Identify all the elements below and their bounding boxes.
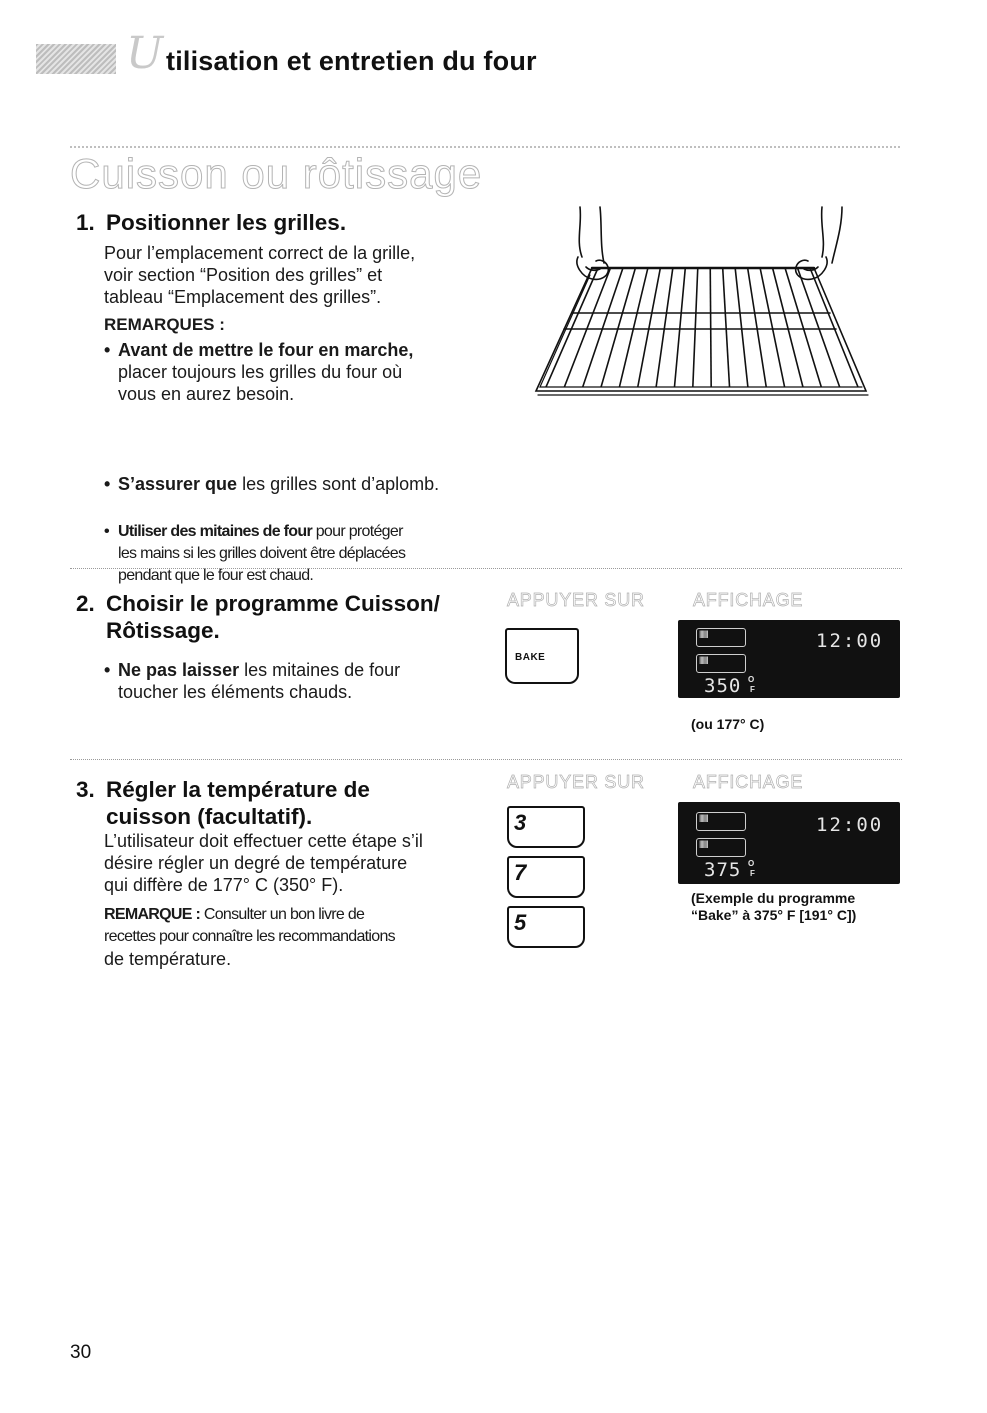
header-ornament	[36, 44, 116, 74]
bullet3-rest: pour protéger	[315, 523, 403, 540]
display-unit-top: O	[748, 859, 755, 868]
step2-caption: (ou 177° C)	[691, 716, 765, 732]
bullet1-line: vous en aurez besoin.	[118, 384, 295, 404]
bullet4-rest: les mitaines de four	[244, 660, 401, 680]
step2-title-line2: Rôtissage.	[106, 618, 220, 643]
step2-press-label: APPUYER SUR	[507, 590, 645, 610]
key-7[interactable]	[507, 856, 585, 898]
bullet2-bold: S’assurer que	[118, 474, 238, 494]
display-indicator-box: lllllll	[696, 654, 746, 673]
oven-rack-illustration	[530, 205, 875, 401]
display-clock: 12:00	[816, 630, 884, 652]
step1-bullet-2	[104, 473, 518, 495]
header-drop-cap: U	[126, 28, 164, 79]
display-indicator-box: lllllll	[696, 838, 746, 857]
step3-number: 3.	[76, 777, 95, 802]
page-number: 30	[70, 1342, 92, 1363]
key-7-label: 7	[514, 860, 527, 885]
step1-bullet-4	[104, 659, 518, 703]
rack-wire	[693, 268, 698, 387]
step1-body-line: Pour l’emplacement correct de la grille,	[104, 243, 416, 263]
step3-caption-line1: (Exemple du programme	[691, 890, 856, 906]
step1-number: 1.	[76, 210, 95, 235]
bake-key[interactable]	[505, 628, 579, 684]
step3-note-rest: Consulter un bon livre de	[203, 906, 365, 923]
display-unit-bottom: F	[750, 685, 755, 694]
step2-display-label: AFFICHAGE	[693, 590, 804, 610]
bullet3-line: les mains si les grilles doivent être déplacées	[118, 545, 406, 562]
bullet1-bold: • Avant de mettre le four en marche,	[118, 340, 414, 360]
display-unit-bottom: F	[750, 869, 755, 878]
step3-body	[104, 830, 504, 896]
right-arm	[822, 207, 824, 257]
divider	[70, 759, 902, 760]
step3-caption-line2: “Bake” à 375° F [191° C])	[691, 907, 857, 923]
display-unit-top: O	[748, 675, 755, 684]
key-5-label: 5	[514, 910, 527, 935]
section-title: Cuisson ou rôtissage	[70, 150, 483, 197]
rack-wire	[773, 268, 803, 387]
rack-wire	[674, 268, 685, 387]
rack-wire	[735, 268, 748, 387]
step3-press-label: APPUYER SUR	[507, 772, 645, 792]
key-3-label: 3	[514, 810, 527, 835]
left-arm	[579, 207, 582, 257]
step1-body	[104, 242, 504, 308]
step3-body-line: désire régler un degré de température	[104, 853, 408, 873]
step2-number: 2.	[76, 591, 95, 616]
step1-bullet-1	[104, 339, 518, 405]
step1-title: Positionner les grilles.	[106, 210, 347, 235]
key-3[interactable]	[507, 806, 585, 848]
section-rule	[70, 146, 900, 148]
step2-title-line1: Choisir le programme Cuisson/	[106, 591, 440, 616]
step3-title-line1: Régler la température de	[106, 777, 370, 802]
bullet2-rest: les grilles sont d’aplomb.	[242, 474, 440, 494]
display-indicator-box: lllllll	[696, 812, 746, 831]
step3-heading	[76, 776, 370, 830]
step1-bullet-3	[104, 521, 518, 587]
header-title: tilisation et entretien du four	[166, 46, 537, 76]
display-temperature: 375	[704, 859, 742, 881]
display-indicator-box: lllllll	[696, 628, 746, 647]
step2-heading	[76, 590, 440, 644]
oven-display-350	[678, 620, 900, 698]
rack-wire	[601, 268, 635, 387]
step1-remarks-label: REMARQUES :	[104, 315, 225, 334]
rack-wire	[723, 268, 730, 387]
step3-note	[104, 904, 504, 970]
rack-wire	[619, 268, 647, 387]
step1-body-line: tableau “Emplacement des grilles”.	[104, 287, 382, 307]
step1-heading	[76, 209, 346, 236]
step3-body-line: qui diffère de 177° C (350° F).	[104, 875, 344, 895]
bullet4-line: toucher les éléments chauds.	[118, 682, 353, 702]
step3-note-line: de température.	[104, 949, 232, 969]
bake-key-label: BAKE	[515, 652, 546, 663]
display-temperature: 350	[704, 675, 742, 697]
oven-display-375	[678, 802, 900, 884]
bullet4-bold: Ne pas laisser	[118, 660, 240, 680]
bullet3-line: pendant que le four est chaud.	[118, 567, 314, 584]
display-clock: 12:00	[816, 814, 884, 836]
divider	[70, 568, 902, 569]
rack-wire	[710, 268, 711, 387]
key-5[interactable]	[507, 906, 585, 948]
bullet1-line: placer toujours les grilles du four où	[118, 362, 403, 382]
step3-caption	[691, 890, 856, 924]
step1-body-line: voir section “Position des grilles” et	[104, 265, 383, 285]
bullet3-bold: Utiliser des mitaines de four	[118, 523, 312, 540]
step3-note-line: recettes pour connaître les recommandations	[104, 928, 395, 945]
step3-title-line2: cuisson (facultatif).	[106, 804, 313, 829]
rack-wire	[656, 268, 673, 387]
rack-wire	[638, 268, 661, 387]
step3-display-label: AFFICHAGE	[693, 772, 804, 792]
step3-note-label: REMARQUE :	[104, 906, 201, 923]
step3-body-line: L’utilisateur doit effectuer cette étape s’il	[104, 831, 423, 851]
